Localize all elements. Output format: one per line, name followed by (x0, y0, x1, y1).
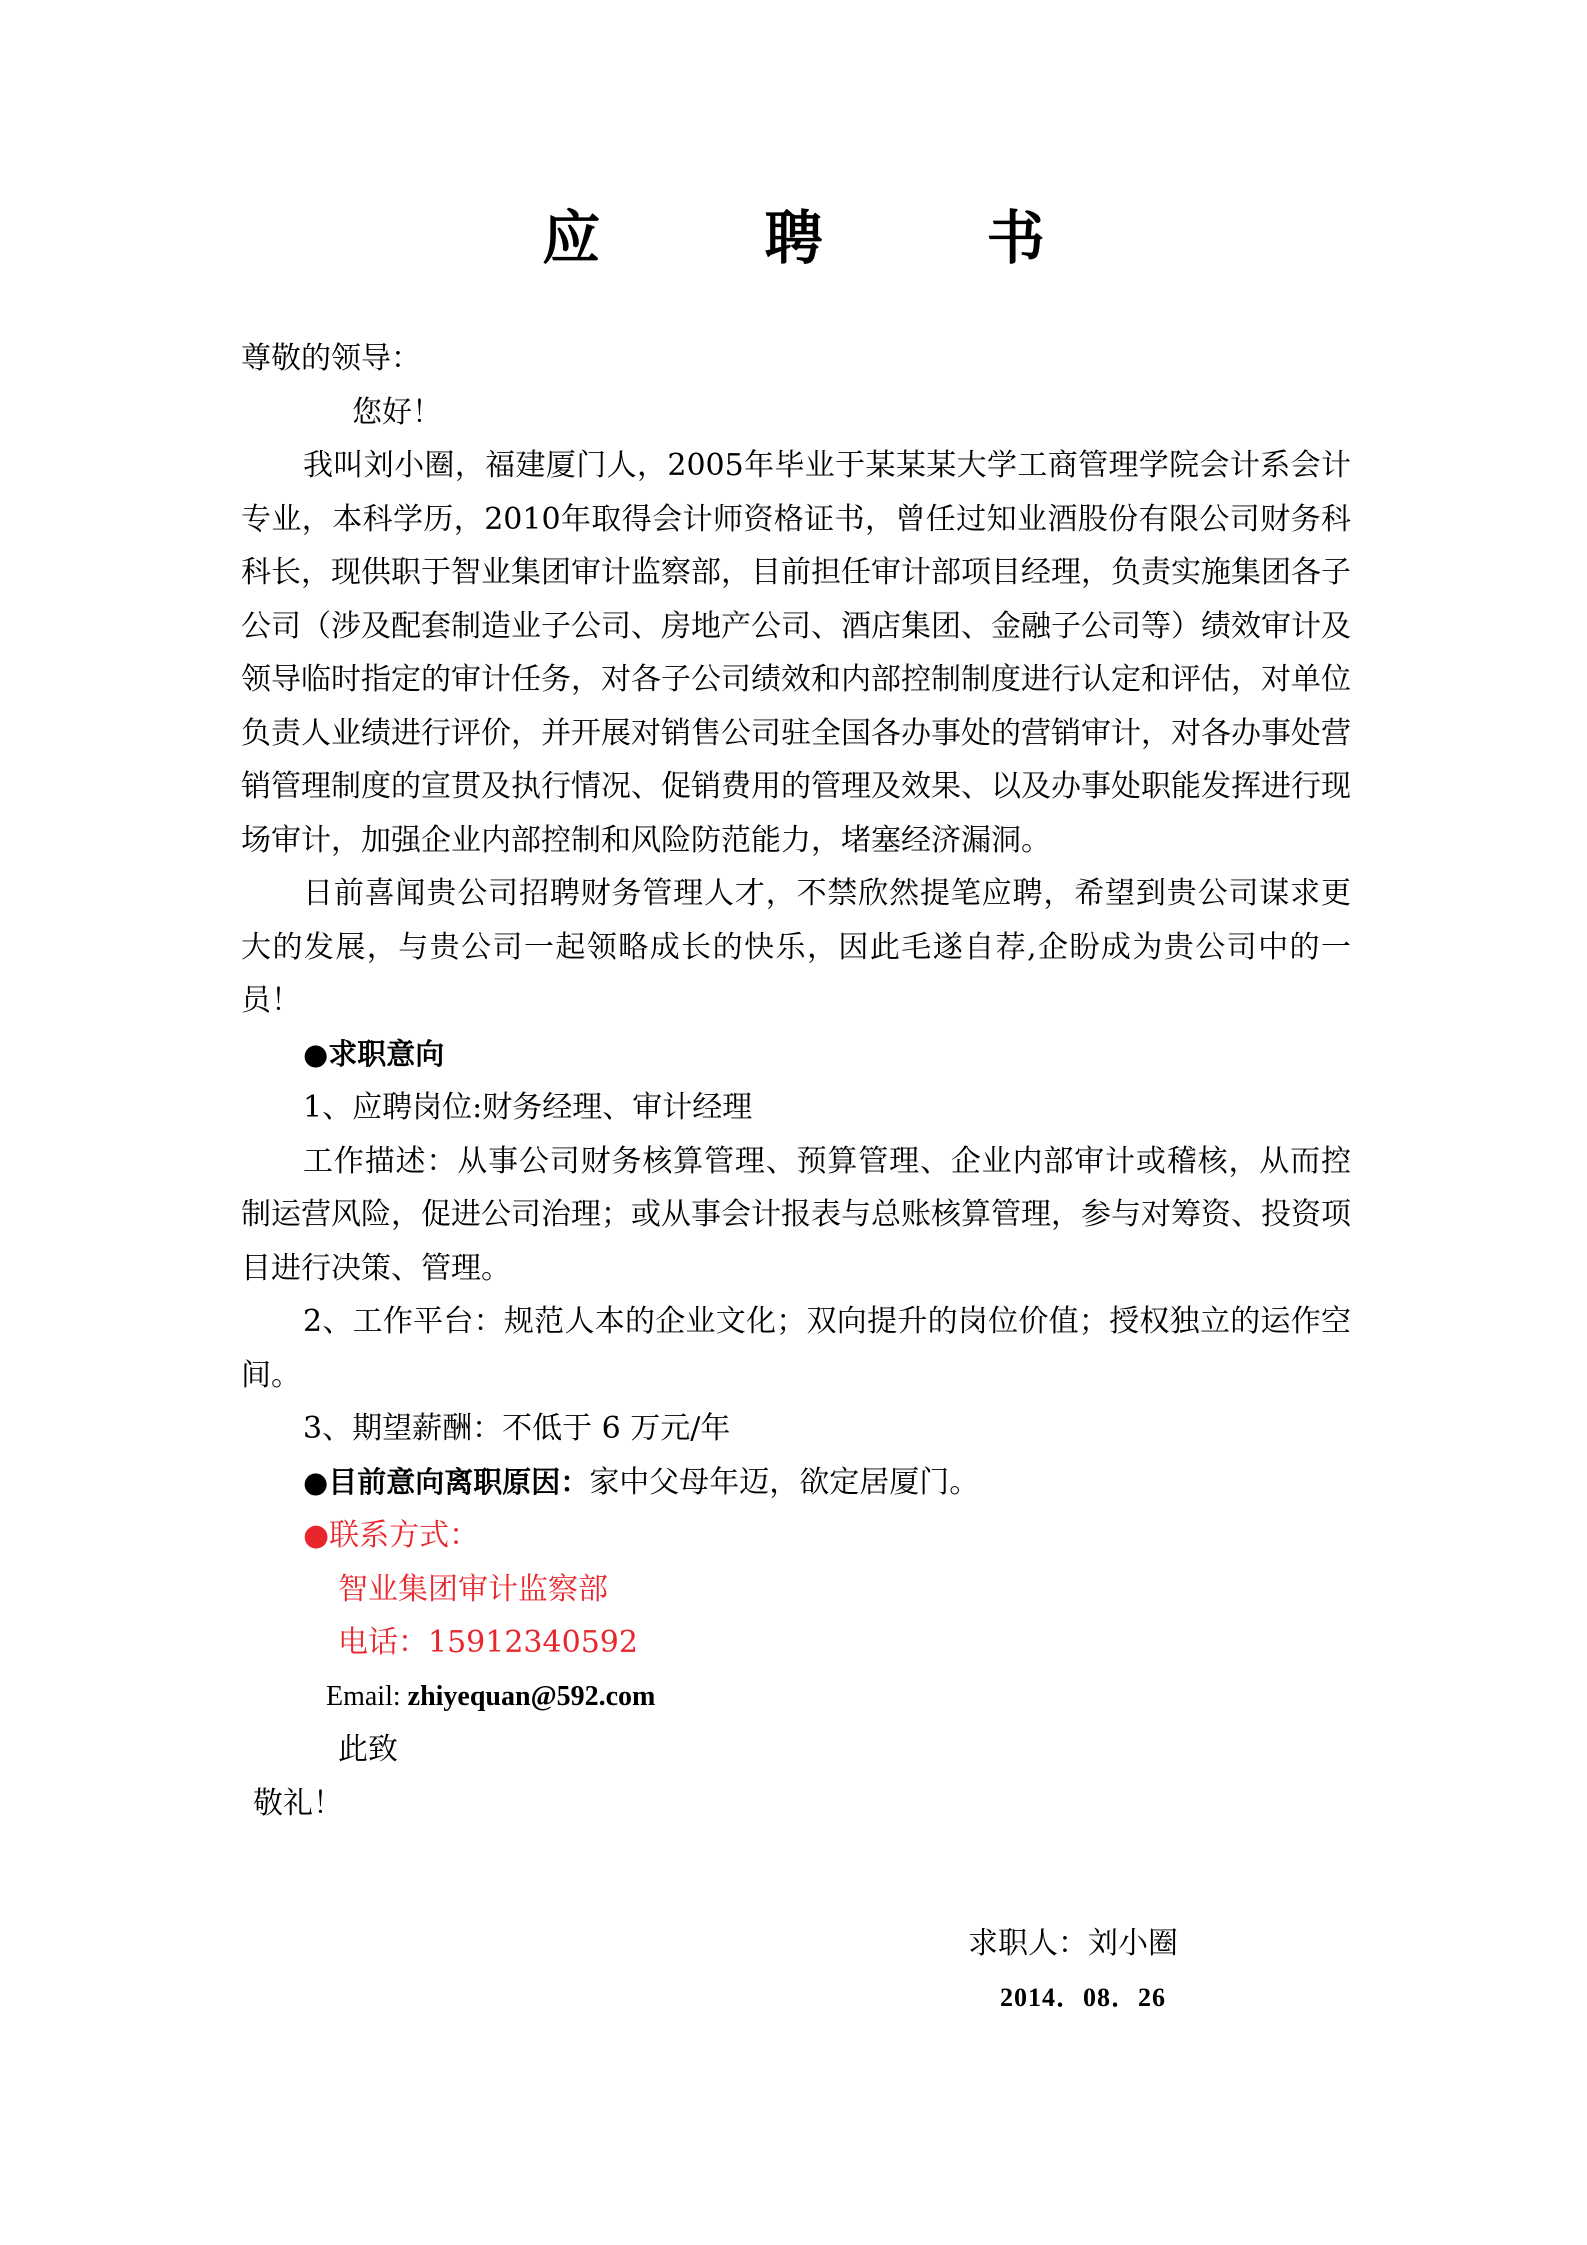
intent-job-description: 工作描述：从事公司财务核算管理、预算管理、企业内部审计或稽核，从而控制运营风险，促进公司治理；或从事会计报表与总账核算管理，参与对筹资、投资项目进行决策、管理。 (241, 1143, 1351, 1286)
document-title: 应 聘 书 (542, 204, 1117, 272)
contact-email (241, 1670, 1351, 1724)
intent-heading: ●求职意向 (303, 1036, 445, 1071)
salutation: 尊敬的领导： (241, 341, 421, 376)
application-paragraph: 日前喜闻贵公司招聘财务管理人才，不禁欣然提笔应聘，希望到贵公司谋求更大的发展，与贵公司一起领略成长的快乐，因此毛遂自荐,企盼成为贵公司中的一员！ (241, 876, 1351, 1018)
leaving-reason (241, 1456, 1351, 1510)
signature-applicant: 求职人：刘小圈 (968, 1926, 1178, 1961)
letter-body (241, 332, 1351, 1830)
greeting: 您好！ (352, 394, 442, 430)
contact-heading: ●联系方式： (303, 1518, 480, 1553)
intent-salary: 3、期望薪酬：不低于 6 万元/年 (303, 1411, 731, 1446)
intent-position: 1、应聘岗位:财务经理、审计经理 (303, 1090, 753, 1125)
intent-platform: 2、工作平台：规范人本的企业文化；双向提升的岗位价值；授权独立的运作空间。 (241, 1304, 1351, 1393)
email-value: zhiyequan@592.com (407, 1680, 656, 1712)
closing-ci-zhi: 此致 (338, 1732, 398, 1767)
intro-paragraph: 我叫刘小圈，福建厦门人，2005年毕业于某某某大学工商管理学院会计系会计专业，本科学历，2010年取得会计师资格证书，曾任过知业酒股份有限公司财务科科长，现供职于智业集团审计监察部，目前担任审计部项目经理，负责实施集团各子公司（涉及配套制造业子公司、房地产公司、酒店集团、金融子公司等）绩效审计及领导临时指定的审计任务，对各子公司绩效和内部控制制度进行认定和评估，对单位负责人业绩进行评价，并开展对销售公司驻全国各办事处的营销审计，对各办事处营销管理制度的宣贯及执行情况、促销费用的管理及效果、以及办事处职能发挥进行现场审计，加强企业内部控制和风险防范能力，堵塞经济漏洞。 (241, 448, 1351, 858)
contact-organization: 智业集团审计监察部 (338, 1571, 608, 1607)
signature-date: 2014．08．26 (1000, 1983, 1167, 2012)
contact-phone: 电话：15912340592 (338, 1625, 638, 1660)
closing-jing-li: 敬礼！ (253, 1785, 343, 1821)
leaving-reason-value: 家中父母年迈，欲定居厦门。 (589, 1464, 980, 1500)
leaving-reason-label: ●目前意向离职原因： (303, 1464, 590, 1499)
email-label: Email: (326, 1680, 408, 1712)
